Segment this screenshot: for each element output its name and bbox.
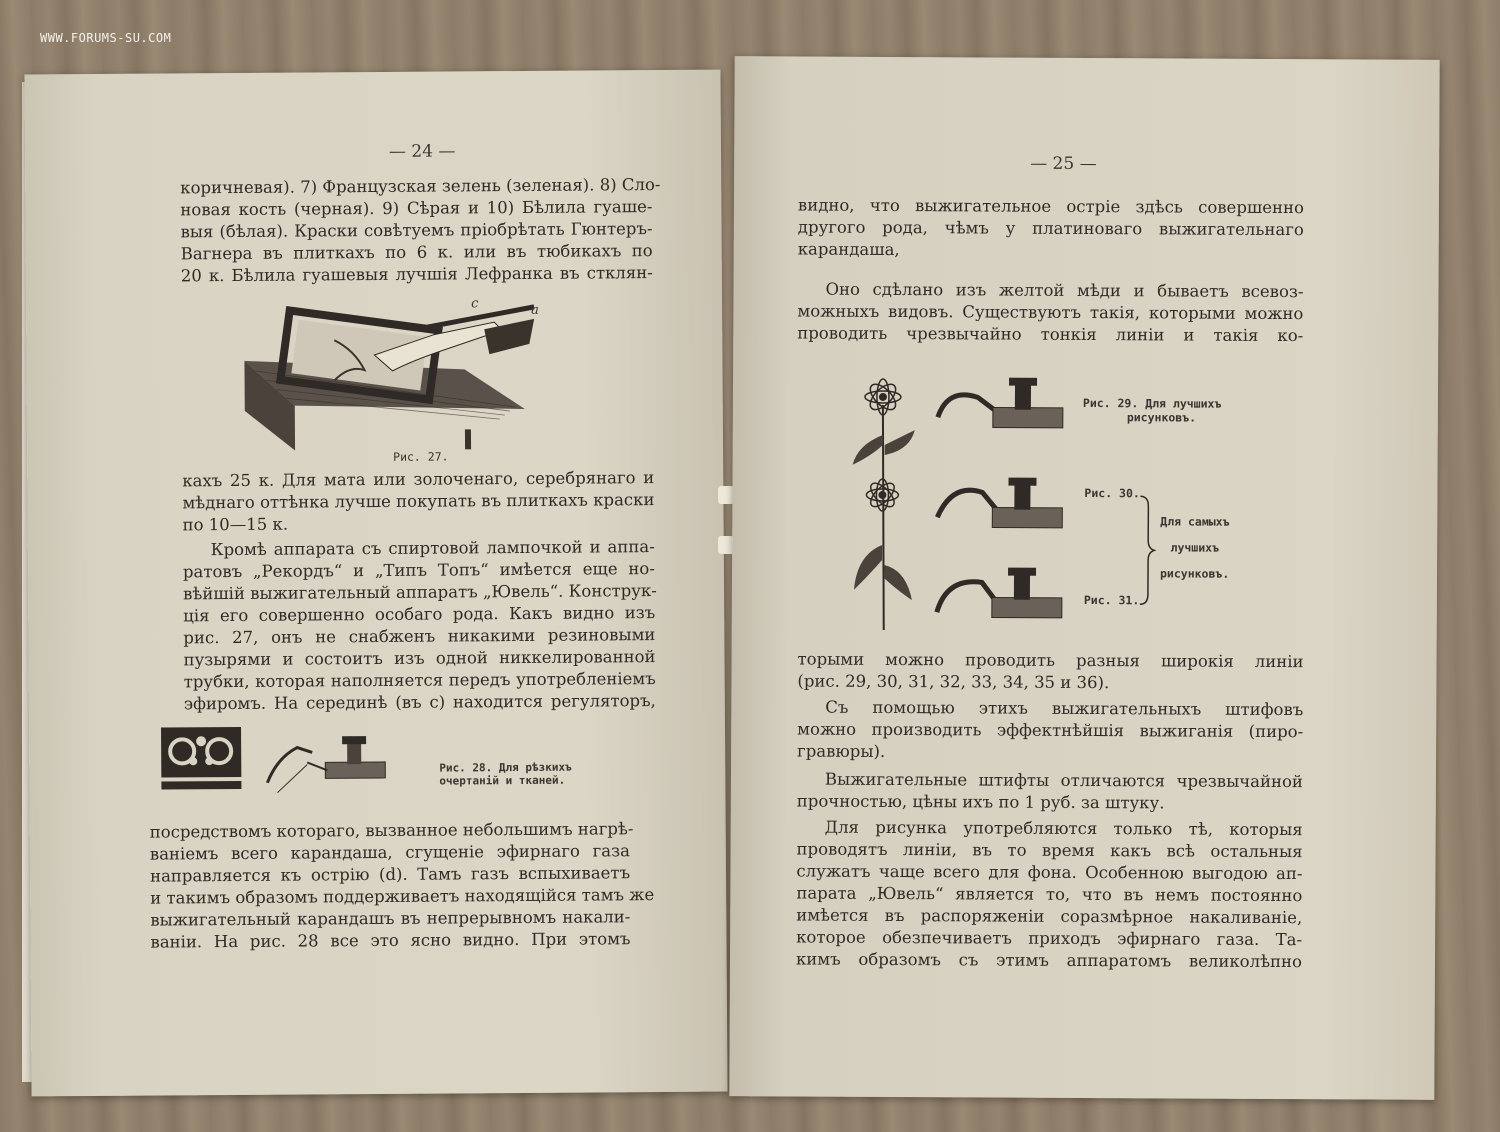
text-line: которое обезпечиваетъ приходъ эфирнаго газа. Та- — [796, 927, 1303, 950]
text-line: новая кость (черная). 9) Сѣрая и 10) Бѣлила гуаше- — [180, 197, 653, 220]
paragraph — [797, 648, 1303, 695]
caption-line: рисунковъ. — [1159, 566, 1230, 581]
figure-30-caption: Рис. 30. — [1084, 485, 1140, 501]
caption-line: очертаній и тканей. — [439, 773, 566, 788]
left-page — [24, 70, 727, 1097]
text-line: посредствомъ котораго, вызванное небольшимъ нагрѣ- — [149, 819, 634, 842]
tip-31 — [937, 567, 1062, 618]
tip-30 — [937, 477, 1062, 528]
text-line: проводить чрезвычайно тонкія линіи и такія ко- — [797, 323, 1304, 346]
text-line: пузырями и состоитъ изъ одной никкелированной — [183, 647, 656, 670]
paragraph — [796, 816, 1303, 973]
text-line: гравюры). — [797, 741, 886, 761]
figure-31-caption: Рис. 31. — [1083, 592, 1140, 608]
figure-27-caption: Рис. 27. — [393, 449, 449, 464]
flower-illustration — [842, 375, 923, 635]
text-line: можно производить эффектнѣйшія выжиганія (пиро- — [797, 719, 1304, 742]
paragraph — [798, 194, 1304, 263]
text-line: по 10—15 к. — [182, 514, 289, 535]
text-line: служатъ чаще всего для фона. Особенною выгодою ап- — [796, 861, 1303, 884]
paragraph — [182, 467, 654, 536]
text-line: видно, что выжигательное остріе здѣсь совершенно — [797, 195, 1304, 218]
text-line: Выжигательные штифты отличаются чрезвычайной — [824, 769, 1303, 792]
text-line: Кромѣ аппарата съ спиртовой лампочкой и аппа- — [210, 537, 655, 560]
figure-29-caption — [1083, 396, 1222, 425]
text-line: и такимъ образомъ поддерживаетъ находящійся тамъ же — [150, 885, 655, 908]
open-book — [28, 58, 1440, 1098]
caption-line: Рис. 28. Для рѣзкихъ — [439, 760, 572, 775]
figure-28-caption — [439, 761, 572, 788]
text-line: рис. 27, онъ не снабженъ никакими резиновыми — [183, 625, 656, 648]
brace-icon — [1136, 494, 1157, 606]
text-line: можныхъ видовъ. Существуютъ такія, которыми можно — [797, 301, 1304, 324]
text-line: другого рода, чѣмъ у платиноваго выжигательнаго — [797, 217, 1304, 240]
text-line: трубки, которая наполняется передъ употребленіемъ — [183, 669, 656, 692]
paragraph — [180, 174, 661, 287]
figure-27-illustration — [234, 299, 555, 451]
text-line: Оно сдѣлано изъ желтой мѣди и бываетъ всевоз- — [825, 279, 1304, 302]
figure-label: a — [531, 302, 539, 318]
text-line: Вагнера въ плиткахъ по 6 к. или въ тюбикахъ по — [180, 241, 653, 264]
paragraph — [797, 768, 1303, 815]
tip-29 — [938, 377, 1063, 428]
text-line: мѣднаго оттѣнка лучше покупать въ плиткахъ краски — [182, 490, 655, 513]
watermark: WWW.FORUMS-SU.COM — [40, 31, 172, 45]
text-line: ваніи. На рис. 28 все это ясно видно. При этомъ — [150, 929, 631, 952]
text-line: имѣется въ распоряженіи соразмѣрное накаливаніе, — [796, 905, 1303, 928]
text-line: коричневая). 7) Французская зелень (зеленая). 8) Сло- — [180, 175, 661, 198]
text-line: кимъ образомъ съ этимъ аппаратомъ великолѣпно — [795, 949, 1303, 972]
burning-tips-illustration — [932, 377, 1073, 658]
brace-caption — [1160, 508, 1230, 586]
paragraph — [183, 536, 656, 715]
text-line: ція его совершенно особаго рода. Какъ видно изъ — [183, 603, 656, 626]
text-line: выжигательный карандашъ въ непрерывномъ накали- — [150, 907, 631, 930]
text-line: выя (бѣлая). Краски совѣтуемъ пріобрѣтать Гюнтеръ- — [180, 219, 653, 242]
paragraph — [149, 818, 655, 953]
text-line: ратовъ „Рекордъ“ и „Типъ Топъ“ имѣется еще но- — [182, 559, 655, 582]
text-line: прочностью, цѣны ихъ по 1 руб. за штуку. — [796, 791, 1165, 813]
text-line: проводятъ линіи, въ то время какъ всѣ остальныя — [796, 839, 1303, 862]
text-line: кахъ 25 к. Для мата или золоченаго, серебрянаго и — [182, 468, 655, 491]
caption-line: лучшихъ — [1170, 540, 1220, 555]
caption-line: Рис. 29. Для лучшихъ — [1082, 395, 1222, 411]
figure-28-illustration — [157, 722, 448, 804]
text-line: парата „Ювель“ является то, что въ немъ постоянно — [796, 883, 1303, 906]
text-line: вѣйшій выжигательный аппаратъ „Ювель“. Конструк- — [183, 581, 657, 604]
text-line: Для рисунка употребляются только тѣ, которыя — [824, 817, 1303, 840]
page-number: — 24 — — [388, 141, 456, 162]
caption-line: Для самыхъ — [1160, 514, 1230, 529]
text-line: эфиромъ. На серединѣ (въ c) находится регуляторъ, — [183, 691, 656, 714]
caption-line: рисунковъ. — [1126, 410, 1197, 425]
paragraph — [797, 696, 1303, 765]
text-line: направляется къ острію (d). Тамъ газъ вспыхиваетъ — [149, 863, 631, 886]
figure-label: c — [471, 296, 479, 312]
page-number: — 25 — — [1030, 153, 1097, 175]
right-page — [729, 56, 1439, 1100]
text-line: торыми можно проводить разныя широкія линіи — [797, 649, 1304, 672]
paragraph — [797, 278, 1303, 347]
text-line: (рис. 29, 30, 31, 32, 33, 34, 35 и 36). — [797, 671, 1110, 693]
text-line: 20 к. Бѣлила гуашевыя лучшія Лефранка въ стклян- — [180, 263, 653, 286]
text-line: карандаша, — [797, 239, 900, 260]
text-line: ваніемъ всего карандаша, сгущеніе эфирнаго газа — [149, 841, 630, 864]
text-line: Съ помощью этихъ выжигательныхъ штифовъ — [825, 697, 1304, 720]
